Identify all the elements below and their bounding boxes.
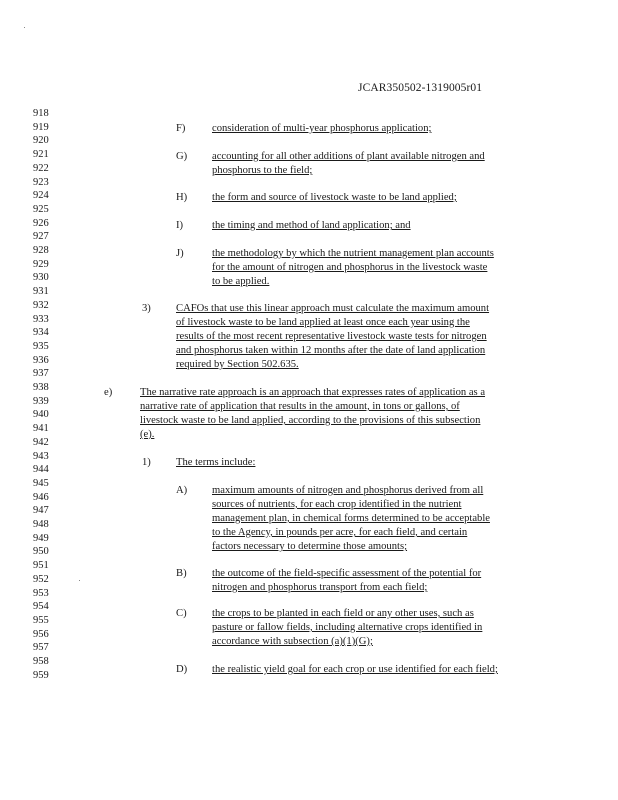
item-text-c-1: the crops to be planted in each field or any other uses, such as [212,608,474,619]
line-number: 932 [33,299,49,311]
item-text-3-5: required by Section 502.635. [176,359,299,370]
item-label-b: B) [176,568,187,579]
line-number: 921 [33,149,49,161]
item-label-h: H) [176,192,188,203]
line-number: 956 [33,628,49,640]
scan-speck [24,27,25,28]
line-number: 929 [33,258,49,270]
item-text-a-4: to the Agency, in pounds per acre, for each field, and certain [212,527,468,538]
item-text-h: the form and source of livestock waste to be land applied; [212,192,457,203]
scan-speck [79,580,80,581]
line-number: 931 [33,286,49,298]
item-label-e: e) [104,387,113,398]
line-number: 924 [33,190,49,202]
item-text-e-3: livestock waste to be land applied, according to the provisions of this subsection [140,415,481,426]
document-id: JCAR350502-1319005r01 [358,82,483,94]
line-number: 936 [33,354,49,366]
item-label-j: J) [176,248,184,259]
item-label-c: C) [176,608,187,619]
item-text-1: The terms include: [176,457,256,468]
item-text-c-2: pasture or fallow fields, including alternative crops identified in [212,622,483,633]
line-number: 938 [33,382,49,393]
line-number: 922 [33,162,49,174]
item-text-j-1: the methodology by which the nutrient management plan accounts [212,248,494,259]
item-text-j-3: to be applied. [212,276,270,287]
line-number: 939 [33,395,49,407]
line-number: 943 [33,450,49,462]
line-number: 958 [33,656,49,667]
item-text-i: the timing and method of land application; and [212,220,411,231]
line-number: 954 [33,601,49,613]
item-text-c-3: accordance with subsection (a)(1)(G); [212,636,373,647]
item-label-i: I) [176,220,184,231]
item-text-3-3: results of the most recent representative livestock waste tests for nitrogen [176,331,487,342]
item-text-b-1: the outcome of the field-specific assessment of the potential for [212,568,482,579]
item-text-e-1: The narrative rate approach is an approach that expresses rates of application as a [140,387,486,398]
item-label-f: F) [176,123,186,134]
line-number: 957 [33,642,49,654]
line-number: 944 [33,464,49,476]
item-label-d: D) [176,664,188,675]
item-text-f: consideration of multi-year phosphorus application; [212,123,432,134]
line-number: 927 [33,231,49,243]
line-number: 945 [33,477,49,489]
line-number: 933 [33,313,49,325]
item-text-3-2: of livestock waste to be land applied at least once each year using the [176,317,470,328]
item-label-g: G) [176,151,188,162]
item-text-e-4: (e). [140,429,155,440]
line-number: 949 [33,532,49,544]
item-text-a-5: factors necessary to determine those amounts; [212,541,408,552]
item-text-3-4: and phosphorus taken within 12 months after the date of land application [176,345,486,356]
line-number: 935 [33,340,49,352]
line-number: 923 [33,176,49,188]
item-label-3: 3) [142,303,151,314]
line-number: 937 [33,368,49,380]
line-number: 942 [33,436,49,448]
line-number: 959 [33,669,49,681]
line-number: 940 [33,409,49,421]
line-number: 918 [33,108,49,119]
item-text-g-2: phosphorus to the field; [212,165,313,176]
line-number: 925 [33,203,49,215]
line-number: 952 [33,573,49,585]
item-text-a-1: maximum amounts of nitrogen and phosphorus derived from all [212,485,484,496]
line-number: 950 [33,546,49,558]
line-number: 920 [33,135,49,147]
line-number: 946 [33,491,49,503]
line-number: 928 [33,245,49,256]
line-number: 934 [33,327,49,339]
line-number: 941 [33,423,49,435]
item-label-1: 1) [142,457,151,468]
line-number: 947 [33,505,49,517]
item-text-a-2: sources of nutrients, for each crop identified in the nutrient [212,499,462,510]
item-text-e-2: narrative rate of application that results in the amount, in tons or gallons, of [140,401,460,412]
item-text-a-3: management plan, in chemical forms determined to be acceptable [212,513,490,524]
line-number: 926 [33,217,49,229]
line-number: 919 [33,121,49,133]
item-label-a: A) [176,485,188,496]
line-number: 948 [33,519,49,530]
item-text-g-1: accounting for all other additions of plant available nitrogen and [212,151,485,162]
item-text-d: the realistic yield goal for each crop or use identified for each field; [212,664,498,675]
line-number: 955 [33,614,49,626]
item-text-j-2: for the amount of nitrogen and phosphorus in the livestock waste [212,262,488,273]
item-text-3-1: CAFOs that use this linear approach must calculate the maximum amount [176,303,490,314]
line-number: 953 [33,587,49,599]
item-text-b-2: nitrogen and phosphorus transport from each field; [212,582,428,593]
line-number: 930 [33,272,49,284]
line-number: 951 [33,560,49,572]
